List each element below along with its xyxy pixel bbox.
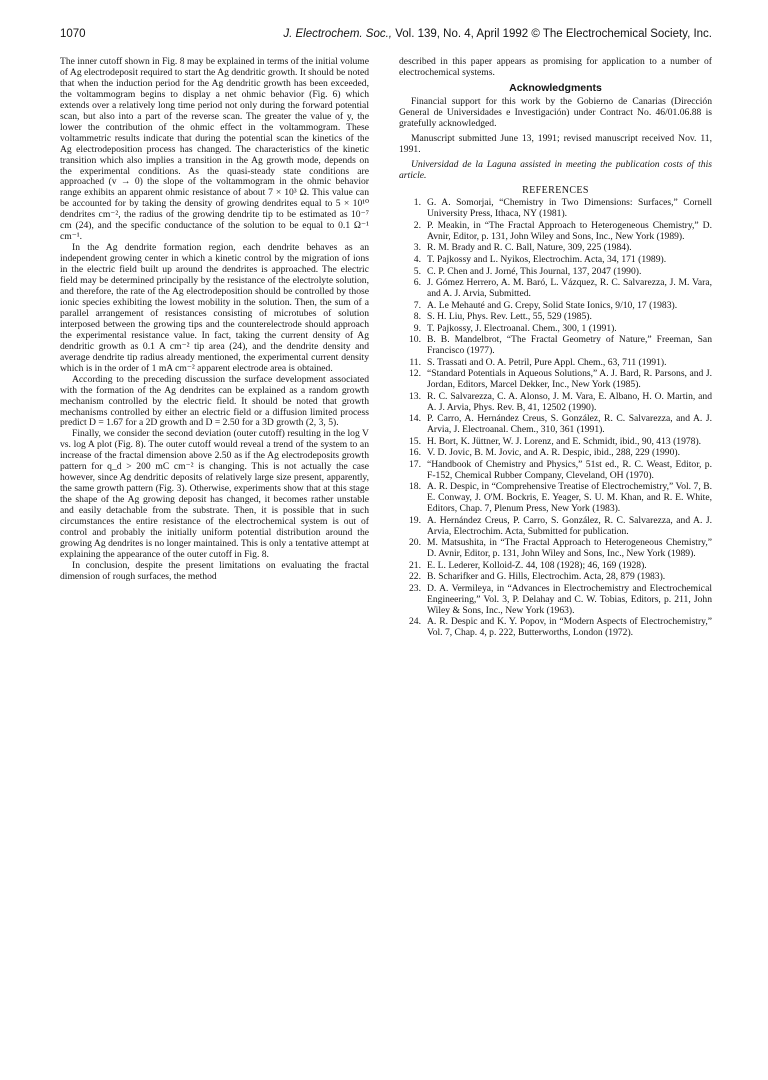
reference-item	[399, 572, 712, 583]
reference-number: 12.	[409, 368, 421, 380]
reference-text: A. R. Despic, in “Comprehensive Treatise of Electrochemistry,” Vol. 7, B. E. Conway, J. O'M. Bockris, E. Yeager, S. U. M. Khan, and R. E. White, Editors, Chap. 7, Plenum Press, New York (1983).	[427, 481, 712, 515]
reference-number: 19.	[409, 514, 421, 526]
reference-item	[399, 369, 712, 391]
reference-number: 8.	[413, 311, 421, 323]
reference-item	[399, 392, 712, 414]
reference-item	[399, 617, 712, 639]
reference-item	[399, 243, 712, 254]
reference-item	[399, 516, 712, 538]
references-heading: REFERENCES	[522, 184, 589, 196]
reference-number: 4.	[413, 254, 421, 266]
reference-item	[399, 312, 712, 323]
reference-item	[399, 267, 712, 278]
reference-text: V. D. Jovic, B. M. Jovic, and A. R. Despic, ibid., 288, 229 (1990).	[427, 447, 680, 459]
body-paragraph: In the Ag dendrite formation region, each dendrite behaves as an independent growing center in which a kinetic control by the migration of ions in the electric field built up around the dendrites is approached. The electric field may be determined principally by the resistance of the electrolyte solution, and therefore, the rate of the Ag electrodeposition should be controlled by those ionic species exhibiting the lowest mobility in the solution. Then, the sum of a parallel arrangement of resistances consisting of microtubes of solution interposed between the growing tips and the counterelectrode should approach the experimental resistance value. In fact, taking the current density of Ag dendritic growth as 0.1 A cm⁻² tip area (24), and the dendrite density and average dendrite tip radius already mentioned, the experimental current density which is in the order of 1 mA cm⁻² apparent electrode area is obtained.	[60, 242, 369, 374]
reference-number: 11.	[409, 356, 421, 368]
reference-text: T. Pajkossy, J. Electroanal. Chem., 300, 1 (1991).	[427, 322, 617, 334]
reference-text: P. Meakin, in “The Fractal Approach to Heterogeneous Chemistry,” D. Avnir, Editor, p. 131, John Wiley and Sons, Inc., New York (1989).	[427, 219, 712, 242]
reference-item	[399, 437, 712, 448]
reference-item	[399, 198, 712, 220]
reference-item	[399, 414, 712, 436]
reference-text: “Standard Potentials in Aqueous Solutions,” A. J. Bard, R. Parsons, and J. Jordan, Editors, Marcel Dekker, Inc., New York (1985).	[427, 368, 712, 391]
acknowledgments-heading: Acknowledgments	[509, 81, 602, 94]
body-paragraph: The inner cutoff shown in Fig. 8 may be explained in terms of the initial volume of Ag electrodeposit required to start the Ag dendritic growth. It should be noted that when the induction period for the Ag dendritic growth has been exceeded, the voltammogram begins to display a net ohmic behavior (Fig. 6) which extends over a relatively long time period not only during the forward potential scan, but also into a part of the reverse scan. The greater the value of y, the lower the contribution of the ohmic effect in the voltammogram. These voltammetric results indicate that during the potential scan the kinetics of the Ag electrodeposition process has changed. The characteristics of the kinetic transition which also implies a transition in the Ag growth mode, depends on the experimental conditions. As the quasi-steady state conditions are approached (v → 0) the slope of the voltammogram in the ohmic behavior range exhibits an apparent ohmic resistance of about 7 × 10³ Ω. This value can be accounted for by taking the density of growing dendrites equal to 5 × 10¹⁰ dendrites cm⁻², the radius of the growing dendrite tip to be estimated as 10⁻⁷ cm (24), and the specific conductance of the solution to be equal to 0.1 Ω⁻¹ cm⁻¹.	[60, 56, 369, 243]
reference-number: 10.	[409, 334, 421, 346]
reference-text: R. C. Salvarezza, C. A. Alonso, J. M. Vara, E. Albano, H. O. Martin, and A. J. Arvia, Phys. Rev. B, 41, 12502 (1990).	[427, 390, 712, 413]
reference-text: M. Matsushita, in “The Fractal Approach to Heterogeneous Chemistry,” D. Avnir, Editor, p. 131, John Wiley and Sons, Inc., New York (1989).	[427, 537, 712, 560]
reference-text: B. Scharifker and G. Hills, Electrochim. Acta, 28, 879 (1983).	[427, 571, 666, 583]
reference-text: R. M. Brady and R. C. Ball, Nature, 309, 225 (1984).	[427, 242, 632, 254]
reference-number: 9.	[413, 322, 421, 334]
reference-item	[399, 482, 712, 515]
reference-number: 18.	[409, 481, 421, 493]
journal-citation	[283, 28, 712, 40]
body-paragraph: In conclusion, despite the present limitations on evaluating the fractal dimension of rough surfaces, the method	[60, 559, 369, 582]
reference-item	[399, 584, 712, 617]
reference-item	[399, 221, 712, 243]
body-paragraph: According to the preceding discussion the surface development associated with the formation of the Ag dendrites can be explained as a random growth mechanism controlled by the electric field. It should be noted that growth mechanisms controlled by either an electric field or a diffusion limited process predict D = 1.67 for a 2D growth and D = 2.50 for a 3D growth (2, 3, 5).	[60, 373, 369, 429]
reference-text: S. H. Liu, Phys. Rev. Lett., 55, 529 (1985).	[427, 311, 592, 323]
reference-item	[399, 358, 712, 369]
reference-number: 1.	[413, 197, 421, 209]
reference-text: B. B. Mandelbrot, “The Fractal Geometry of Nature,” Freeman, San Francisco (1977).	[427, 334, 712, 357]
page-number: 1070	[60, 28, 86, 40]
reference-text: A. Le Mehauté and G. Crepy, Solid State Ionics, 9/10, 17 (1983).	[427, 299, 678, 311]
reference-item	[399, 460, 712, 482]
reference-item	[399, 335, 712, 357]
reference-text: S. Trassati and O. A. Petril, Pure Appl. Chem., 63, 711 (1991).	[427, 356, 667, 368]
reference-number: 17.	[409, 458, 421, 470]
reference-text: A. Hernández Creus, P. Carro, S. González, R. C. Salvarezza, and A. J. Arvia, Electrochim. Acta, Submitted for publication.	[427, 514, 712, 537]
reference-number: 24.	[409, 616, 421, 628]
continuation-paragraph: described in this paper appears as promising for application to a number of electrochemical systems.	[399, 56, 712, 78]
reference-number: 15.	[409, 435, 421, 447]
reference-number: 3.	[413, 242, 421, 254]
body-paragraph: Finally, we consider the second deviation (outer cutoff) resulting in the log V vs. log A plot (Fig. 8). The outer cutoff would reveal a trend of the system to an increase of the fractal dimension above 2.50 as if the Ag electrodeposits growth pattern for q_d > 200 mC cm⁻² is changing. This is not actually the case however, since Ag dendritic deposits of relatively large size present, apparently, the same growth pattern (Fig. 3). Otherwise, experiments show that at this stage the shape of the Ag growing deposit has changed, it becomes rather unstable and easily detachable from the substrate. Then, it is possible that in such circumstances the entire resistance of the electrochemical system is out of control and probably the initially uniform potential distribution around the growing Ag dendrites is no longer maintained. This is only a tentative attempt at explaining the appearance of the outer cutoff in Fig. 8.	[60, 428, 369, 560]
reference-item	[399, 561, 712, 572]
reference-item	[399, 255, 712, 266]
volume-info: Vol. 139, No. 4, April 1992 © The Electrochemical Society, Inc.	[395, 28, 712, 40]
journal-name: J. Electrochem. Soc.,	[283, 28, 392, 40]
reference-number: 21.	[409, 559, 421, 571]
reference-text: “Handbook of Chemistry and Physics,” 51st ed., R. C. Weast, Editor, p. F-152, Chemical Rubber Company, Cleveland, OH (1970).	[427, 458, 712, 481]
reference-number: 14.	[409, 413, 421, 425]
reference-text: A. R. Despic and K. Y. Popov, in “Modern Aspects of Electrochemistry,” Vol. 7, Chap. 4, p. 222, Butterworths, London (1972).	[427, 616, 712, 639]
manuscript-note: Manuscript submitted June 13, 1991; revised manuscript received Nov. 11, 1991.	[399, 132, 712, 155]
reference-text: P. Carro, A. Hernández Creus, S. González, R. C. Salvarezza, and A. J. Arvia, J. Electroanal. Chem., 310, 361 (1991).	[427, 413, 712, 436]
running-header	[60, 28, 712, 44]
right-column	[399, 57, 712, 640]
reference-number: 20.	[409, 537, 421, 549]
reference-number: 7.	[413, 299, 421, 311]
reference-text: D. A. Vermileya, in “Advances in Electrochemistry and Electrochemical Engineering,” Vol. 3, P. Delahay and C. W. Tobias, Editors, p. 211, John Wiley & Sons, Inc., New York (1963).	[427, 582, 712, 616]
reference-item	[399, 301, 712, 312]
left-column	[60, 57, 369, 583]
reference-text: J. Gómez Herrero, A. M. Baró, L. Vázquez, R. C. Salvarezza, J. M. Vara, and A. J. Arvia, Submitted.	[427, 277, 712, 300]
reference-number: 16.	[409, 447, 421, 459]
reference-text: E. L. Lederer, Kolloid-Z. 44, 108 (1928); 46, 169 (1928).	[427, 559, 647, 571]
reference-number: 5.	[413, 265, 421, 277]
reference-item	[399, 448, 712, 459]
reference-item	[399, 538, 712, 560]
acknowledgments-text: Financial support for this work by the Gobierno de Canarias (Dirección General de Universidades e Investigación) under Contract No. 46/01.06.88 is gratefully acknowledged.	[399, 95, 712, 129]
reference-text: H. Bort, K. Jüttner, W. J. Lorenz, and E. Schmidt, ibid., 90, 413 (1978).	[427, 435, 702, 447]
reference-number: 23.	[409, 582, 421, 594]
reference-text: T. Pajkossy and L. Nyikos, Electrochim. Acta, 34, 171 (1989).	[427, 254, 667, 266]
reference-number: 13.	[409, 390, 421, 402]
reference-list	[399, 198, 712, 639]
reference-text: G. A. Somorjai, “Chemistry in Two Dimensions: Surfaces,” Cornell University Press, Ithaca, NY (1981).	[427, 197, 712, 220]
reference-text: C. P. Chen and J. Jorné, This Journal, 137, 2047 (1990).	[427, 265, 642, 277]
reference-item	[399, 278, 712, 300]
reference-number: 22.	[409, 571, 421, 583]
publication-note: Universidad de la Laguna assisted in meeting the publication costs of this article.	[399, 158, 712, 181]
reference-number: 6.	[413, 277, 421, 289]
reference-number: 2.	[413, 219, 421, 231]
reference-item	[399, 324, 712, 335]
